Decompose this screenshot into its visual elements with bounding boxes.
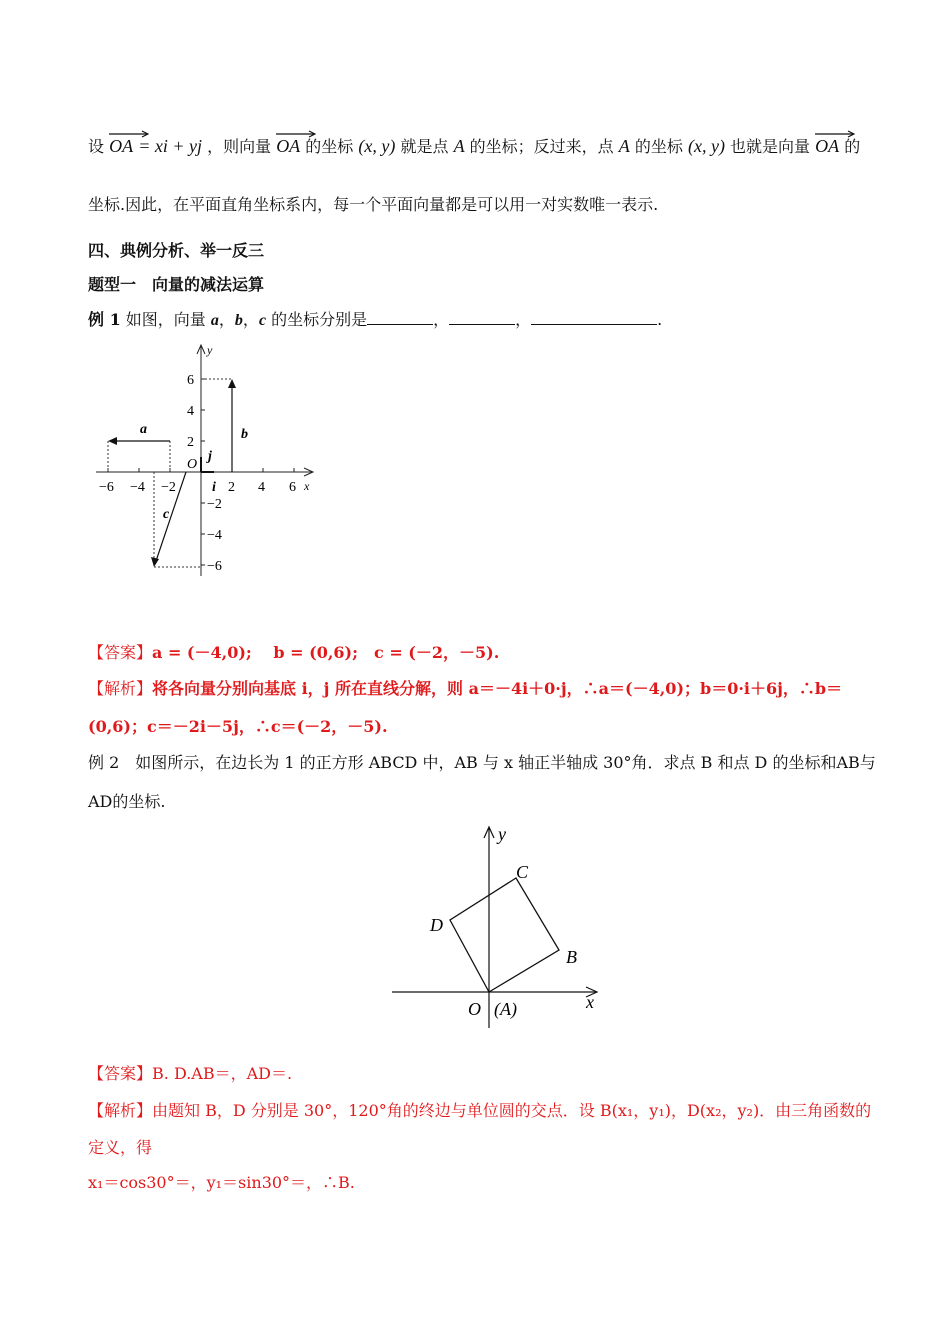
- answer-tag: 【答案】: [88, 1064, 153, 1083]
- y-tick-label: 4: [187, 404, 194, 419]
- origin-label: O: [187, 457, 198, 472]
- unit-vector-j-label: j: [208, 449, 212, 464]
- vector-b-label: b: [241, 427, 248, 442]
- figure-2-square-diagram: [388, 822, 608, 1034]
- y-tick-label: 6: [187, 373, 194, 388]
- separator: ，: [218, 310, 235, 329]
- example-2-line-1: 例 2 如图所示，在边长为 1 的正方形 ABCD 中，AB 与 x 轴正半轴成 30°角．求点 B 和点 D 的坐标和AB与: [88, 753, 876, 772]
- x-tick-label: 4: [258, 480, 265, 495]
- unit-vector-i-label: i: [212, 480, 216, 495]
- intro-text: 的坐标: [634, 137, 683, 156]
- separator: ，: [515, 310, 532, 329]
- answer-2: [88, 1061, 292, 1084]
- question-text: 如图，向量: [120, 310, 211, 329]
- answer-blank[interactable]: [367, 310, 433, 325]
- separator: .: [657, 310, 663, 329]
- answer-1: [88, 640, 499, 663]
- x-tick-label: −2: [161, 480, 176, 495]
- answer-text: a = (－4,0); b = (0,6); c = (－2，－5).: [152, 643, 500, 662]
- analysis-text: 将各向量分别向基底 i，j 所在直线分解，则 a＝－4i＋0·j，∴a＝(－4,0)；b＝0·i＋6j，∴b＝: [152, 679, 843, 698]
- analysis-text: 由题知 B，D 分别是 30°，120°角的终边与单位圆的交点．设 B(x₁，y₁)，D(x₂，y₂)．由三角函数的: [152, 1101, 872, 1120]
- separator: ，: [433, 310, 450, 329]
- intro-text: 的坐标: [305, 137, 354, 156]
- y-tick-label: −6: [207, 559, 222, 574]
- label-a: (A): [494, 999, 517, 1019]
- intro-text: 设: [88, 137, 105, 156]
- axis-label-y: y: [498, 824, 506, 844]
- label-b: B: [566, 947, 577, 967]
- label-c: C: [516, 862, 529, 882]
- intro-text: 的坐标；反过来，点: [469, 137, 614, 156]
- vector-a-arrow-icon: [108, 437, 117, 445]
- question-text: 的坐标分别是: [266, 310, 368, 329]
- example-1-question: [88, 307, 662, 330]
- intro-line-2: 坐标.因此，在平面直角坐标系内，每一个平面向量都是可以用一对实数唯一表示.: [88, 195, 659, 214]
- equation: = xi + yj: [138, 136, 202, 156]
- vector-c-label: c: [258, 312, 267, 329]
- analysis-2-line-3: x₁＝cos30°＝，y₁＝sin30°＝，∴B.: [88, 1173, 355, 1192]
- x-tick-label: −4: [130, 480, 145, 495]
- coord: (x, y): [358, 136, 396, 156]
- analysis-2-line-2: 定义，得: [88, 1138, 153, 1157]
- section-title: 四、典例分析、举一反三: [88, 241, 265, 260]
- vector-b-arrow-icon: [228, 379, 236, 388]
- separator: ，: [242, 310, 259, 329]
- analysis-1-line-1: [88, 676, 842, 699]
- subsection-title: 题型一 向量的减法运算: [88, 275, 265, 294]
- axis-label-x: x: [304, 479, 310, 493]
- x-tick-label: 6: [289, 480, 296, 495]
- y-tick-label: −4: [207, 528, 222, 543]
- label-o: O: [468, 999, 481, 1019]
- vector-arrow-icon: [276, 130, 316, 138]
- point-a: A: [453, 136, 465, 156]
- vector-oa: OA: [815, 136, 839, 157]
- point-a: A: [618, 136, 630, 156]
- vector-oa: OA: [276, 136, 300, 157]
- analysis-tag: 【解析】: [88, 1101, 153, 1120]
- figure-1-coordinate-plane: [90, 340, 330, 585]
- answer-text: B. D.AB＝，AD＝.: [152, 1064, 293, 1083]
- intro-text: 就是点: [400, 137, 449, 156]
- intro-text: 也就是向量: [730, 137, 811, 156]
- axis-label-y: y: [207, 343, 213, 357]
- vector-b-label: b: [234, 312, 243, 329]
- x-tick-label: −6: [99, 480, 114, 495]
- vector-c-label: c: [163, 507, 170, 522]
- axis-label-x: x: [586, 992, 594, 1012]
- vector-c-arrow-icon: [151, 557, 159, 567]
- intro-line-1: [88, 134, 860, 157]
- answer-blank[interactable]: [449, 310, 515, 325]
- y-tick-label: −2: [207, 497, 222, 512]
- vector-arrow-icon: [815, 130, 855, 138]
- intro-text: ，则向量: [207, 137, 272, 156]
- analysis-2-line-1: [88, 1098, 871, 1121]
- intro-text: 的: [844, 137, 861, 156]
- x-tick-label: 2: [228, 480, 235, 495]
- answer-blank[interactable]: [531, 310, 657, 325]
- vector-arrow-icon: [109, 130, 149, 138]
- square-abcd: [450, 878, 559, 992]
- y-tick-label: 2: [187, 435, 194, 450]
- coord: (x, y): [687, 136, 725, 156]
- example-2-line-2: AD的坐标.: [88, 792, 166, 811]
- answer-tag: 【答案】: [88, 643, 153, 662]
- label-d: D: [430, 915, 443, 935]
- vector-oa: OA: [109, 136, 133, 157]
- analysis-tag: 【解析】: [88, 679, 153, 698]
- vector-a-label: a: [210, 312, 219, 329]
- example-label: 例 1: [88, 310, 121, 329]
- analysis-1-line-2: (0,6)；c＝－2i－5j，∴c＝(－2，－5).: [88, 717, 388, 736]
- vector-a-label: a: [140, 422, 147, 437]
